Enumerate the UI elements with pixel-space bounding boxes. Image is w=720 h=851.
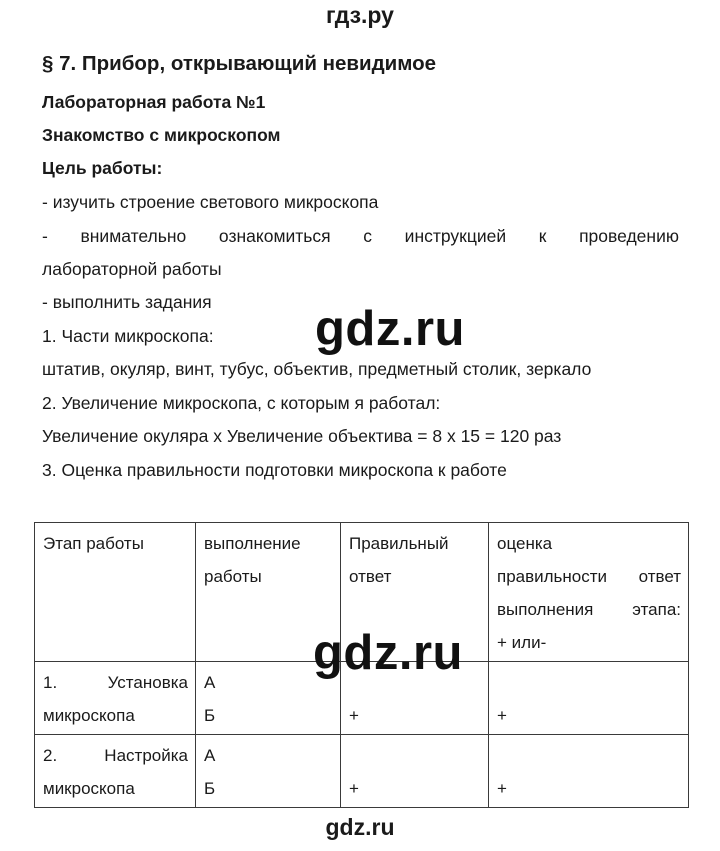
header-text-line: выполнения этапа: <box>497 600 681 619</box>
header-text-line: Правильный <box>349 534 449 553</box>
cell-grade: + <box>489 735 689 808</box>
goal-heading: Цель работы: <box>42 158 163 178</box>
cell-execution: А Б <box>196 735 341 808</box>
header-cell-stage: Этап работы <box>35 523 196 662</box>
lab-title: Лабораторная работа №1 <box>42 92 266 112</box>
task-1-heading: 1. Части микроскопа: <box>42 326 214 346</box>
task-3-heading: 3. Оценка правильности подготовки микроскопа к работе <box>42 460 507 480</box>
task-1-answer: штатив, окуляр, винт, тубус, объектив, предметный столик, зеркало <box>42 359 592 379</box>
cell-stage: 1. Установка микроскопа <box>35 662 196 735</box>
goal-item-1: - изучить строение светового микроскопа <box>42 192 379 212</box>
goal-word: внимательно <box>80 226 187 246</box>
table-row <box>35 735 689 808</box>
site-header-label: гдз.ру <box>326 2 394 28</box>
header-text-line: + или- <box>497 633 547 652</box>
goal-word: инструкцией <box>404 226 507 246</box>
site-footer-label: gdz.ru <box>325 814 395 840</box>
goal-item-2 <box>42 226 679 247</box>
task-2-heading: 2. Увеличение микроскопа, с которым я работал: <box>42 393 441 413</box>
header-text-line: правильности ответ <box>497 567 681 586</box>
cell-stage: 2. Настройка микроскопа <box>35 735 196 808</box>
goal-word: ознакомиться <box>218 226 331 246</box>
goal-word: проведению <box>579 226 679 246</box>
section-title: § 7. Прибор, открывающий невидимое <box>42 52 437 75</box>
cell-execution: А Б <box>196 662 341 735</box>
goal-word: - <box>42 226 48 246</box>
goal-item-3: - выполнить задания <box>42 292 212 312</box>
lab-subtitle: Знакомство с микроскопом <box>42 125 281 145</box>
watermark: gdz.ru <box>315 302 465 356</box>
task-2-answer: Увеличение окуляра x Увеличение объектива = 8 x 15 = 120 раз <box>42 426 562 446</box>
header-text-line: оценка <box>497 534 553 553</box>
goal-item-2-continued: лабораторной работы <box>42 259 222 279</box>
header-text-line: ответ <box>349 567 392 586</box>
header-cell-grade <box>489 523 689 662</box>
goal-word: с <box>363 226 373 246</box>
cell-grade: + <box>489 662 689 735</box>
cell-correct-answer: + <box>341 662 489 735</box>
header-text-line: выполнение <box>204 534 301 553</box>
watermark: gdz.ru <box>313 626 463 680</box>
cell-correct-answer: + <box>341 735 489 808</box>
goal-word: к <box>538 226 547 246</box>
header-text-line: работы <box>204 567 262 586</box>
